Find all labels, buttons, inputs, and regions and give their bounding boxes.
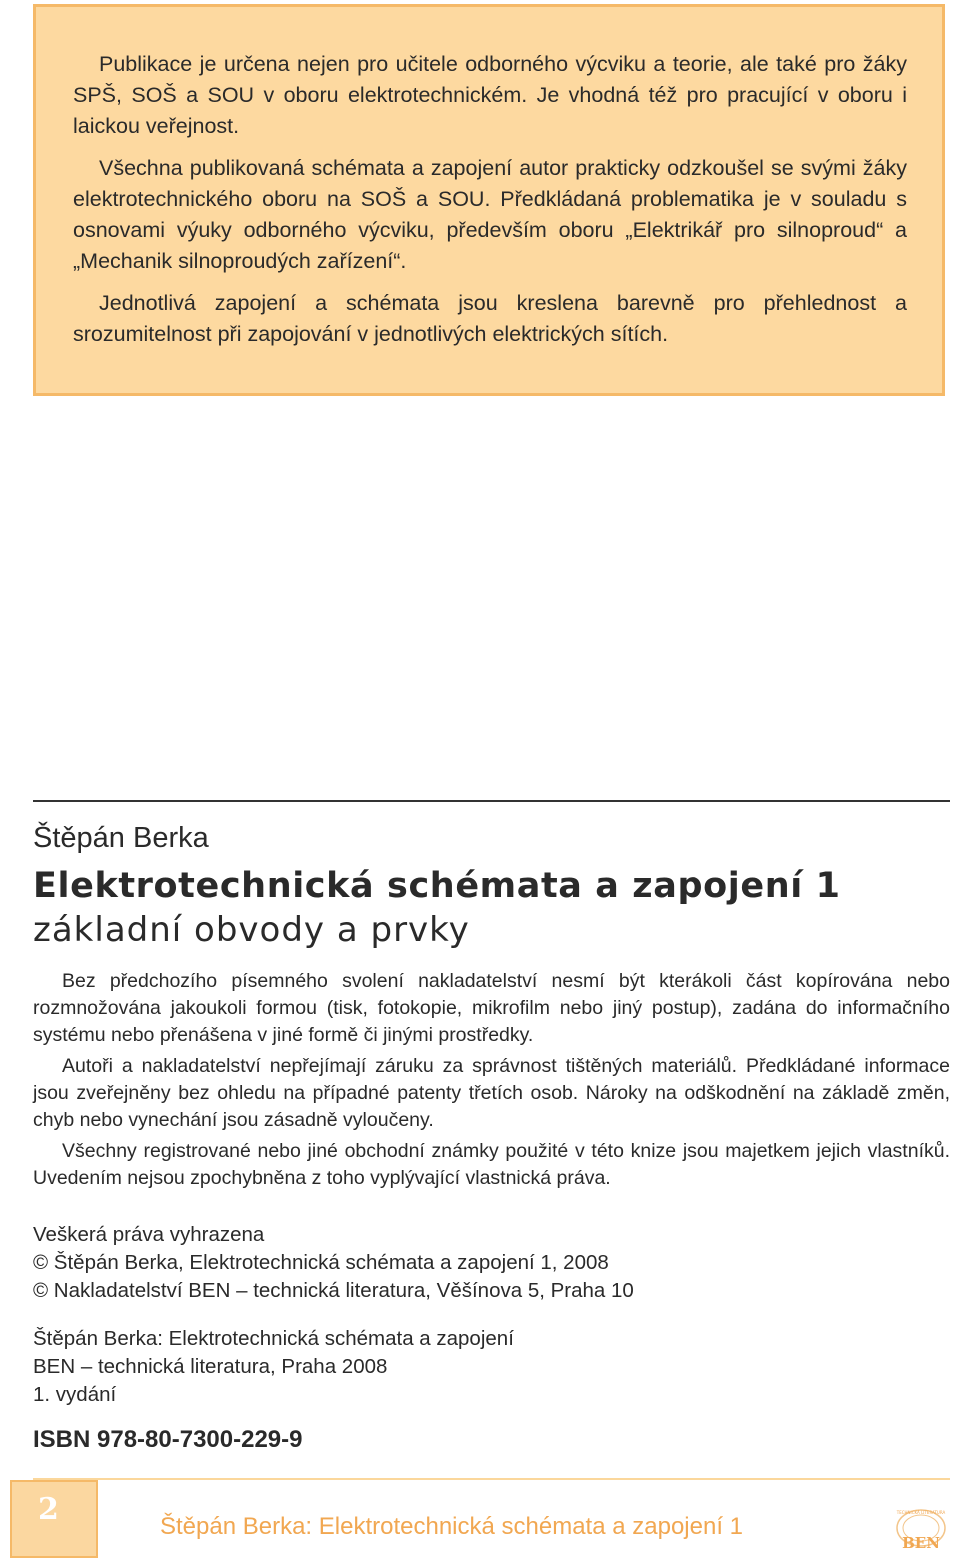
book-title: Elektrotechnická schémata a zapojení 1 [33,866,841,906]
ben-logo-icon [892,1506,950,1558]
edition-block [33,1325,514,1409]
author-copyright: © Štěpán Berka, Elektrotechnická schémata a zapojení 1, 2008 [33,1251,609,1274]
publisher-copyright: © Nakladatelství BEN – technická literatura, Věšínova 5, Praha 10 [33,1279,634,1302]
book-author: Štěpán Berka [33,822,209,854]
edition-title: Štěpán Berka: Elektrotechnická schémata a zapojení [33,1327,514,1350]
page-number: 2 [38,1492,59,1527]
footer-divider [33,1478,950,1480]
edition-publisher: BEN – technická literatura, Praha 2008 [33,1355,388,1378]
description-box [33,4,945,396]
logo-text: BEN [902,1534,940,1552]
isbn: ISBN 978-80-7300-229-9 [33,1426,303,1453]
description-paragraph-1: Publikace je určena nejen pro učitele odborného výcviku a teorie, ale také pro žáky SPŠ, SOŠ a SOU v oboru elektrotechnickém. Je vhodná též pro pracující v oboru i laickou veřejnost. [73,52,907,138]
edition-number: 1. vydání [33,1383,117,1406]
rights-reserved: Veškerá práva vyhrazena [33,1223,265,1246]
page-number-box [10,1480,98,1558]
legal-notice [33,968,950,1196]
book-subtitle: základní obvody a prvky [33,910,470,950]
legal-paragraph-1: Bez předchozího písemného svolení nakladatelství nesmí být kterákoli část kopírována nebo rozmnožována jakoukoli formou (tisk, fotokopie, mikrofilm nebo jiný postup), zadána do informačního systému nebo přenášena v jiné formě či jinými prostředky. [33,970,950,1046]
legal-paragraph-3: Všechny registrované nebo jiné obchodní známky použité v této knize jsou majetkem jejich vlastníků. Uvedením nejsou zpochybněna z toho vyplývající vlastnická práva. [33,1140,950,1189]
logo-ring-text: TECHNICKÁ LITERATURA [896,1510,946,1515]
running-title: Štěpán Berka: Elektrotechnická schémata a zapojení 1 [160,1513,744,1540]
copyright-block [33,1221,634,1305]
legal-paragraph-2: Autoři a nakladatelství nepřejímají záruku za správnost tištěných materiálů. Předkládané informace jsou zveřejněny bez ohledu na případné patenty třetích osob. Nároky na odškodnění na základě změn, chyb nebo vynechání jsou zásadně vyloučeny. [33,1055,950,1131]
description-paragraph-3: Jednotlivá zapojení a schémata jsou kreslena barevně pro přehlednost a srozumitelnost při zapojování v jednotlivých elektrických sítích. [73,291,907,346]
section-divider [33,800,950,802]
description-paragraph-2: Všechna publikovaná schémata a zapojení autor prakticky odzkoušel se svými žáky elektrotechnického oboru na SOŠ a SOU. Předkládaná problematika je v souladu s osnovami výuky odborného výcviku, především oboru „Elektrikář pro silnoproud“ a „Mechanik silnoproudých zařízení“. [73,156,907,273]
